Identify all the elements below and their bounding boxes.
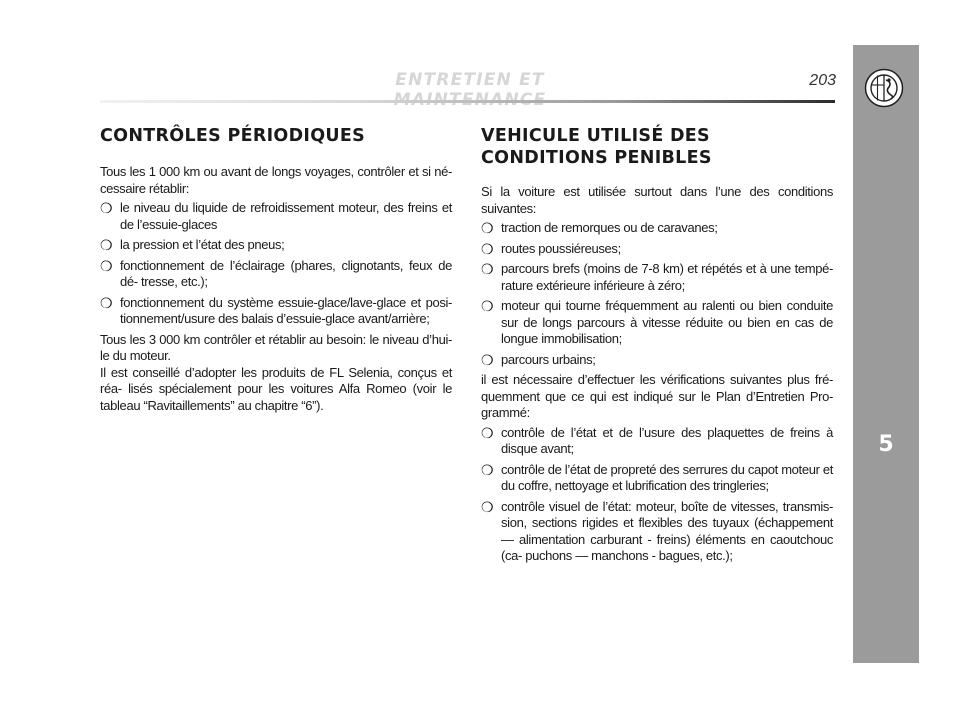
right-column — [481, 125, 833, 569]
alfa-romeo-logo-icon — [864, 68, 904, 108]
checks-intro-paragraph: il est nécessaire d’effectuer les vérifications suivantes plus fré- quemment que ce qui est indiqué sur le Plan d’Entretien Pro- grammé: — [481, 372, 833, 420]
bullet-icon: ❍ — [100, 200, 113, 216]
checks-list — [481, 425, 833, 565]
chapter-number: 5 — [878, 432, 894, 457]
bullet-icon: ❍ — [481, 220, 494, 236]
list-item: ❍ moteur qui tourne fréquemment au ralenti ou bien conduite sur de longs parcours à vitesse réduite ou bien en cas de longue immobilisation; — [481, 298, 833, 346]
periodic-checks-intro: Tous les 1 000 km ou avant de longs voyages, contrôler et si né- cessaire rétablir: — [100, 164, 452, 196]
list-item: ❍ contrôle visuel de l’état: moteur, boîte de vitesses, transmis- sion, sections rigides et flexibles des tuyaux (échappement — alimentation carburant - freins) éléments en caoutchouc (ca- puchons — manchons - bagues, etc.); — [481, 498, 833, 563]
list-item: ❍ traction de remorques ou de caravanes; — [481, 220, 718, 236]
products-recommendation-paragraph: Il est conseillé d’adopter les produits de FL Selenia, conçus et réa- lisés spécialement pour les voitures Alfa Romeo (voir le tableau “Ravitaillements” au chapitre “6”). — [100, 364, 452, 413]
list-item: ❍ routes poussiéreuses; — [481, 240, 621, 257]
list-item: ❍ fonctionnement de l’éclairage (phares, clignotants, feux de dé- tresse, etc.); — [100, 257, 452, 289]
bullet-icon: ❍ — [481, 298, 494, 314]
header-divider — [100, 100, 835, 103]
bullet-icon: ❍ — [481, 461, 494, 478]
bullet-icon: ❍ — [481, 261, 494, 277]
list-item: ❍ le niveau du liquide de refroidissement moteur, des freins et de l’essuie-glaces — [100, 200, 452, 232]
periodic-checks-list — [100, 200, 452, 328]
list-item: ❍ parcours brefs (moins de 7-8 km) et répétés et à une tempé- rature extérieure inférieure à zéro; — [481, 261, 833, 293]
severe-conditions-list — [481, 220, 833, 368]
severe-conditions-intro: Si la voiture est utilisée surtout dans l’une des conditions suivantes: — [481, 184, 833, 216]
bullet-icon: ❍ — [481, 240, 494, 257]
list-item: ❍ contrôle de l’état de propreté des serrures du capot moteur et du coffre, nettoyage et lubrification des tringleries; — [481, 461, 833, 493]
bullet-icon: ❍ — [481, 424, 494, 441]
list-item: ❍ parcours urbains; — [481, 351, 596, 368]
bullet-icon: ❍ — [100, 294, 113, 311]
list-item: ❍ la pression et l’état des pneus; — [100, 237, 285, 253]
bullet-icon: ❍ — [481, 498, 494, 515]
list-item: ❍ contrôle de l’état et de l’usure des plaquettes de freins à disque avant; — [481, 424, 833, 456]
oil-check-paragraph: Tous les 3 000 km contrôler et rétablir au besoin: le niveau d’hui- le du moteur. — [100, 331, 452, 363]
periodic-checks-heading: CONTRÔLES PÉRIODIQUES — [100, 126, 366, 146]
section-title: ENTRETIEN ET — [395, 70, 545, 90]
bullet-icon: ❍ — [100, 257, 113, 274]
chapter-side-tab — [853, 45, 919, 663]
bullet-icon: ❍ — [481, 351, 494, 368]
bullet-icon: ❍ — [100, 237, 113, 253]
severe-conditions-heading: VEHICULE UTILISÉ DES CONDITIONS PENIBLES — [481, 126, 712, 168]
list-item: ❍ fonctionnement du système essuie-glace/lave-glace et posi- tionnement/usure des balais d’essuie-glace avant/arrière; — [100, 294, 452, 326]
left-column — [100, 125, 452, 414]
page-number: 203 — [809, 72, 836, 89]
